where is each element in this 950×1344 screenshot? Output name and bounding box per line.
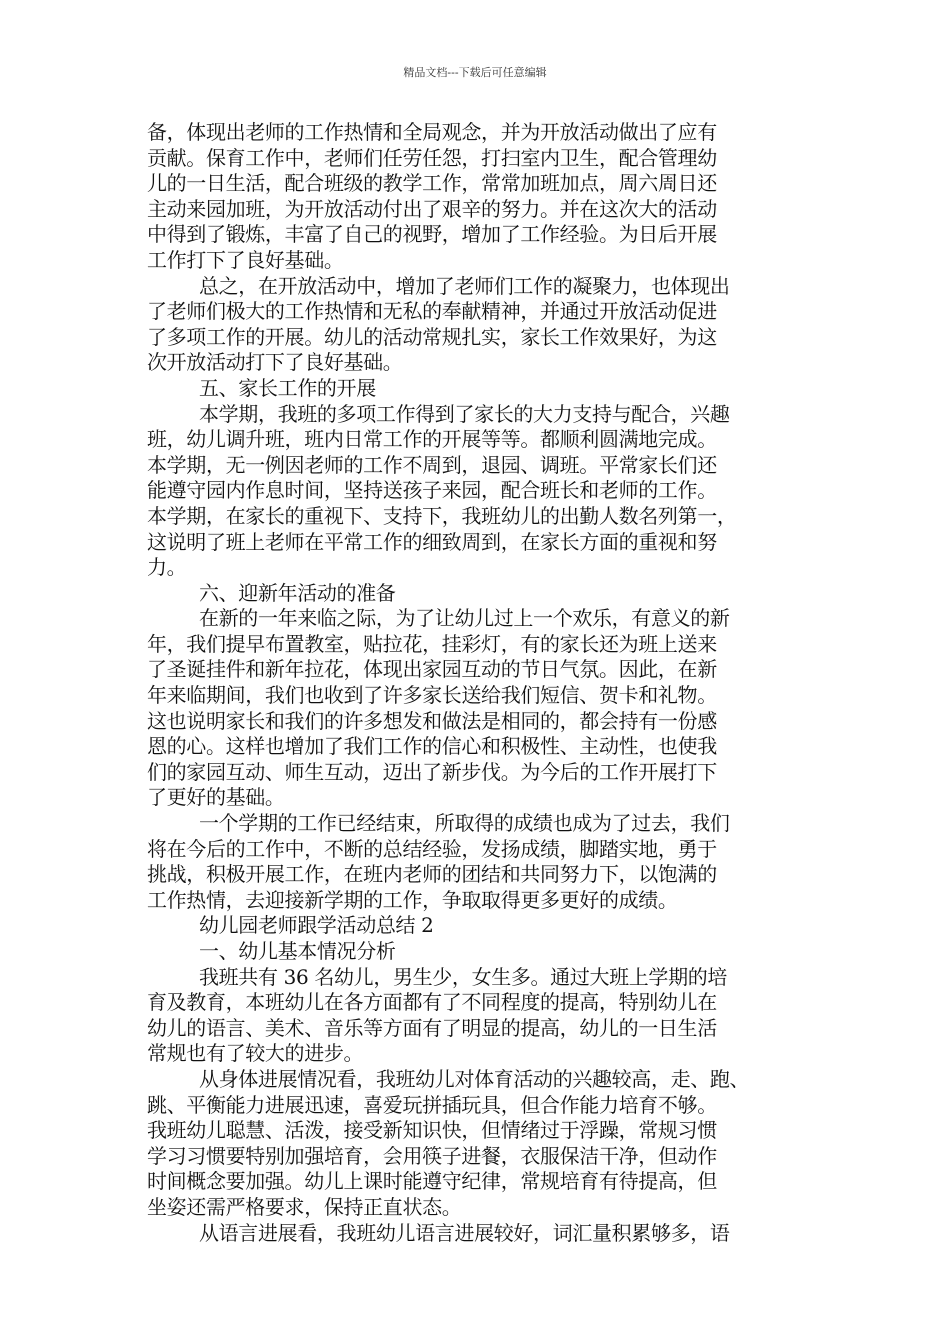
text-line: 贡献。保育工作中，老师们任劳任怨，打扫室内卫生，配合管理幼 [147, 145, 717, 170]
text-line: 能遵守园内作息时间，坚持送孩子来园，配合班长和老师的工作。 [147, 478, 717, 503]
text-line: 这也说明家长和我们的许多想发和做法是相同的，都会持有一份感 [147, 708, 717, 733]
text-line: 总之，在开放活动中，增加了老师们工作的凝聚力，也体现出 [199, 273, 730, 298]
text-line: 一、幼儿基本情况分析 [199, 939, 396, 963]
text-line: 备，体现出老师的工作热情和全局观念，并为开放活动做出了应有 [147, 120, 717, 144]
text-line: 恩的心。这样也增加了我们工作的信心和积极性、主动性，也使我 [147, 734, 717, 759]
text-line: 班，幼儿调升班，班内日常工作的开展等等。都顺利圆满地完成。 [147, 427, 717, 452]
text-line: 了更好的基础。 [147, 785, 285, 810]
text-line: 育及教育，本班幼儿在各方面都有了不同程度的提高，特别幼儿在 [147, 990, 717, 1015]
text-line: 们的家园互动、师生互动，迈出了新步伐。为今后的工作开展打下 [147, 759, 717, 784]
text-line: 跳、平衡能力进展迅速，喜爱玩拼插玩具，但合作能力培育不够。 [147, 1092, 717, 1117]
document-body [147, 120, 807, 1246]
text-line: 将在今后的工作中，不断的总结经验，发扬成绩，脚踏实地，勇于 [147, 836, 717, 861]
text-line: 坐姿还需严格要求，保持正直状态。 [147, 1194, 462, 1219]
text-line: 了老师们极大的工作热情和无私的奉献精神，并通过开放活动促进 [147, 299, 717, 324]
text-line: 工作打下了良好基础。 [147, 247, 344, 272]
text-line: 挑战，积极开展工作，在班内老师的团结和共同努力下，以饱满的 [147, 862, 717, 887]
text-line: 六、迎新年活动的准备 [199, 580, 396, 605]
text-line: 力。 [147, 555, 187, 580]
text-line: 从语言进展看，我班幼儿语言进展较好，词汇量积累够多，语 [199, 1220, 730, 1245]
text-line: 年来临期间，我们也收到了许多家长送给我们短信、贺卡和礼物。 [147, 683, 717, 708]
text-line: 本学期，在家长的重视下、支持下，我班幼儿的出勤人数名列第一， [147, 503, 737, 528]
text-line: 时间概念要加强。幼儿上课时能遵守纪律，常规培育有待提高，但 [147, 1169, 717, 1194]
text-line: 幼儿的语言、美术、音乐等方面有了明显的提高，幼儿的一日生活 [147, 1015, 717, 1040]
text-line: 一个学期的工作已经结束，所取得的成绩也成为了过去，我们 [199, 811, 730, 836]
page-header: 精品文档---下载后可任意编辑 [403, 66, 547, 79]
text-line: 幼儿园老师跟学活动总结 2 [199, 913, 434, 938]
text-line: 常规也有了较大的进步。 [147, 1041, 364, 1066]
text-line: 五、家长工作的开展 [199, 375, 376, 400]
text-line: 主动来园加班，为开放活动付出了艰辛的努力。并在这次大的活动 [147, 196, 717, 221]
text-line: 中得到了锻炼，丰富了自己的视野，增加了工作经验。为日后开展 [147, 222, 717, 247]
text-line: 了圣诞挂件和新年拉花，体现出家园互动的节日气氛。因此，在新 [147, 657, 717, 682]
text-line: 我班共有 36 名幼儿，男生少，女生多。通过大班上学期的培 [199, 964, 728, 989]
text-line: 学习习惯要特别加强培育，会用筷子进餐，衣服保洁干净，但动作 [147, 1143, 717, 1168]
text-line: 工作热情，去迎接新学期的工作，争取取得更多更好的成绩。 [147, 887, 678, 912]
text-line: 儿的一日生活，配合班级的教学工作，常常加班加点，周六周日还 [147, 171, 717, 196]
text-line: 从身体进展情况看，我班幼儿对体育活动的兴趣较高，走、跑、 [199, 1066, 750, 1091]
text-line: 次开放活动打下了良好基础。 [147, 350, 403, 375]
text-line: 这说明了班上老师在平常工作的细致周到，在家长方面的重视和努 [147, 529, 717, 554]
text-line: 了多项工作的开展。幼儿的活动常规扎实，家长工作效果好，为这 [147, 324, 717, 349]
text-line: 本学期，无一例因老师的工作不周到，退园、调班。平常家长们还 [147, 452, 717, 477]
text-line: 我班幼儿聪慧、活泼，接受新知识快，但情绪过于浮躁，常规习惯 [147, 1118, 717, 1143]
text-line: 在新的一年来临之际，为了让幼儿过上一个欢乐，有意义的新 [199, 606, 730, 631]
text-line: 本学期，我班的多项工作得到了家长的大力支持与配合，兴趣 [199, 401, 730, 426]
text-line: 年，我们提早布置教室，贴拉花，挂彩灯，有的家长还为班上送来 [147, 631, 717, 656]
